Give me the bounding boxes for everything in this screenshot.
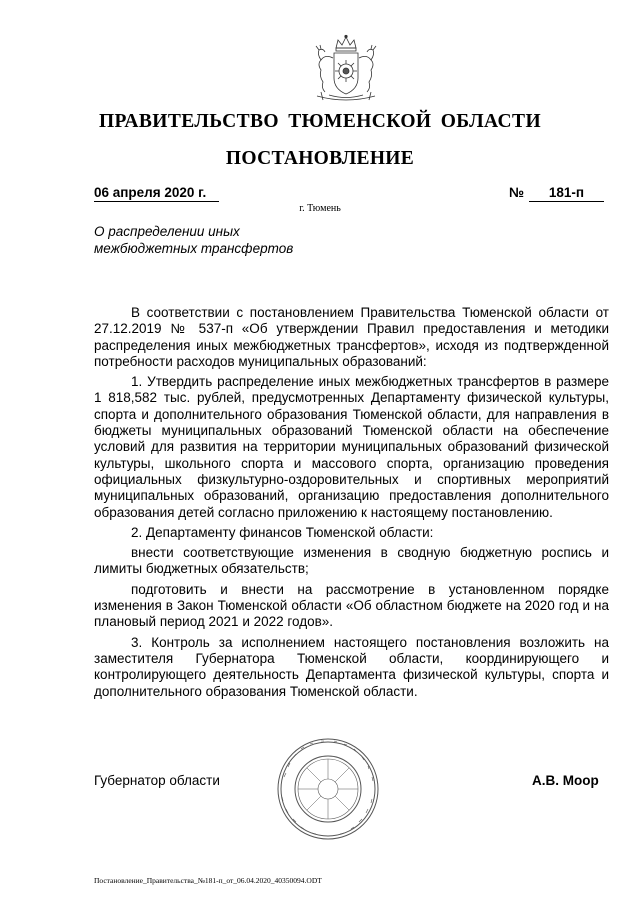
government-title: ПРАВИТЕЛЬСТВО ТЮМЕНСКОЙ ОБЛАСТИ — [98, 111, 542, 132]
paragraph-item-1: 1. Утвердить распределение иных межбюджетных трансфертов в размере 1 818,582 тыс. рублей, предусмотренных Департаменту физической культуры, спорта и дополнительного образования Тюменской области, для направления в бюджеты муниципальных образований Тюменской области на обеспечение условий для развития на территории муниципальных образований физической культуры, школьного спорта и массового спорта, организацию проведения официальных физкультурно-оздоровительных и спортивных мероприятий муниципальных образований, организацию предоставления дополнительного образования детей согласно приложению к настоящему постановлению. — [94, 374, 609, 520]
document-number: 181-п — [529, 185, 604, 202]
document-subject — [94, 223, 334, 257]
subject-line: межбюджетных трансфертов — [94, 241, 294, 256]
document-body — [94, 305, 609, 700]
paragraph-item-2: 2. Департаменту финансов Тюменской области: — [131, 524, 434, 540]
signer-name: А.В. Моор — [532, 773, 599, 788]
number-label: № — [509, 185, 525, 200]
paragraph-item-2a: внести соответствующие изменения в сводную бюджетную роспись и лимиты бюджетных обязательств; — [94, 545, 609, 577]
tyumen-coat-of-arms-icon — [303, 34, 389, 106]
document-type: ПОСТАНОВЛЕНИЕ — [225, 148, 415, 169]
paragraph-item-2b: подготовить и внести на рассмотрение в установленном порядке изменения в Закон Тюменской области «Об областном бюджете на 2020 год и на плановый период 2021 и 2022 годов». — [94, 581, 609, 630]
subject-line: О распределении иных — [94, 224, 240, 239]
signer-title: Губернатор области — [94, 773, 220, 788]
city: г. Тюмень — [299, 203, 341, 214]
document-date: 06 апреля 2020 г. — [94, 185, 219, 202]
official-seal-icon — [276, 737, 380, 841]
paragraph-item-3: 3. Контроль за исполнением настоящего постановления возложить на заместителя Губернатора Тюменской области, координирующего и контролирующего деятельность Департамента физической культуры, спорта и дополнительного образования Тюменской области. — [94, 634, 609, 699]
preamble: В соответствии с постановлением Правительства Тюменской области от 27.12.2019 № 537-п «Об утверждении Правил предоставления и методики распределения иных межбюджетных трансфертов», исходя из подтвержденной потребности расходов муниципальных образований: — [94, 305, 609, 369]
footer-file-name: Постановление_Правительства_№181-п_от_06.04.2020_40350094.ODT — [94, 876, 322, 885]
